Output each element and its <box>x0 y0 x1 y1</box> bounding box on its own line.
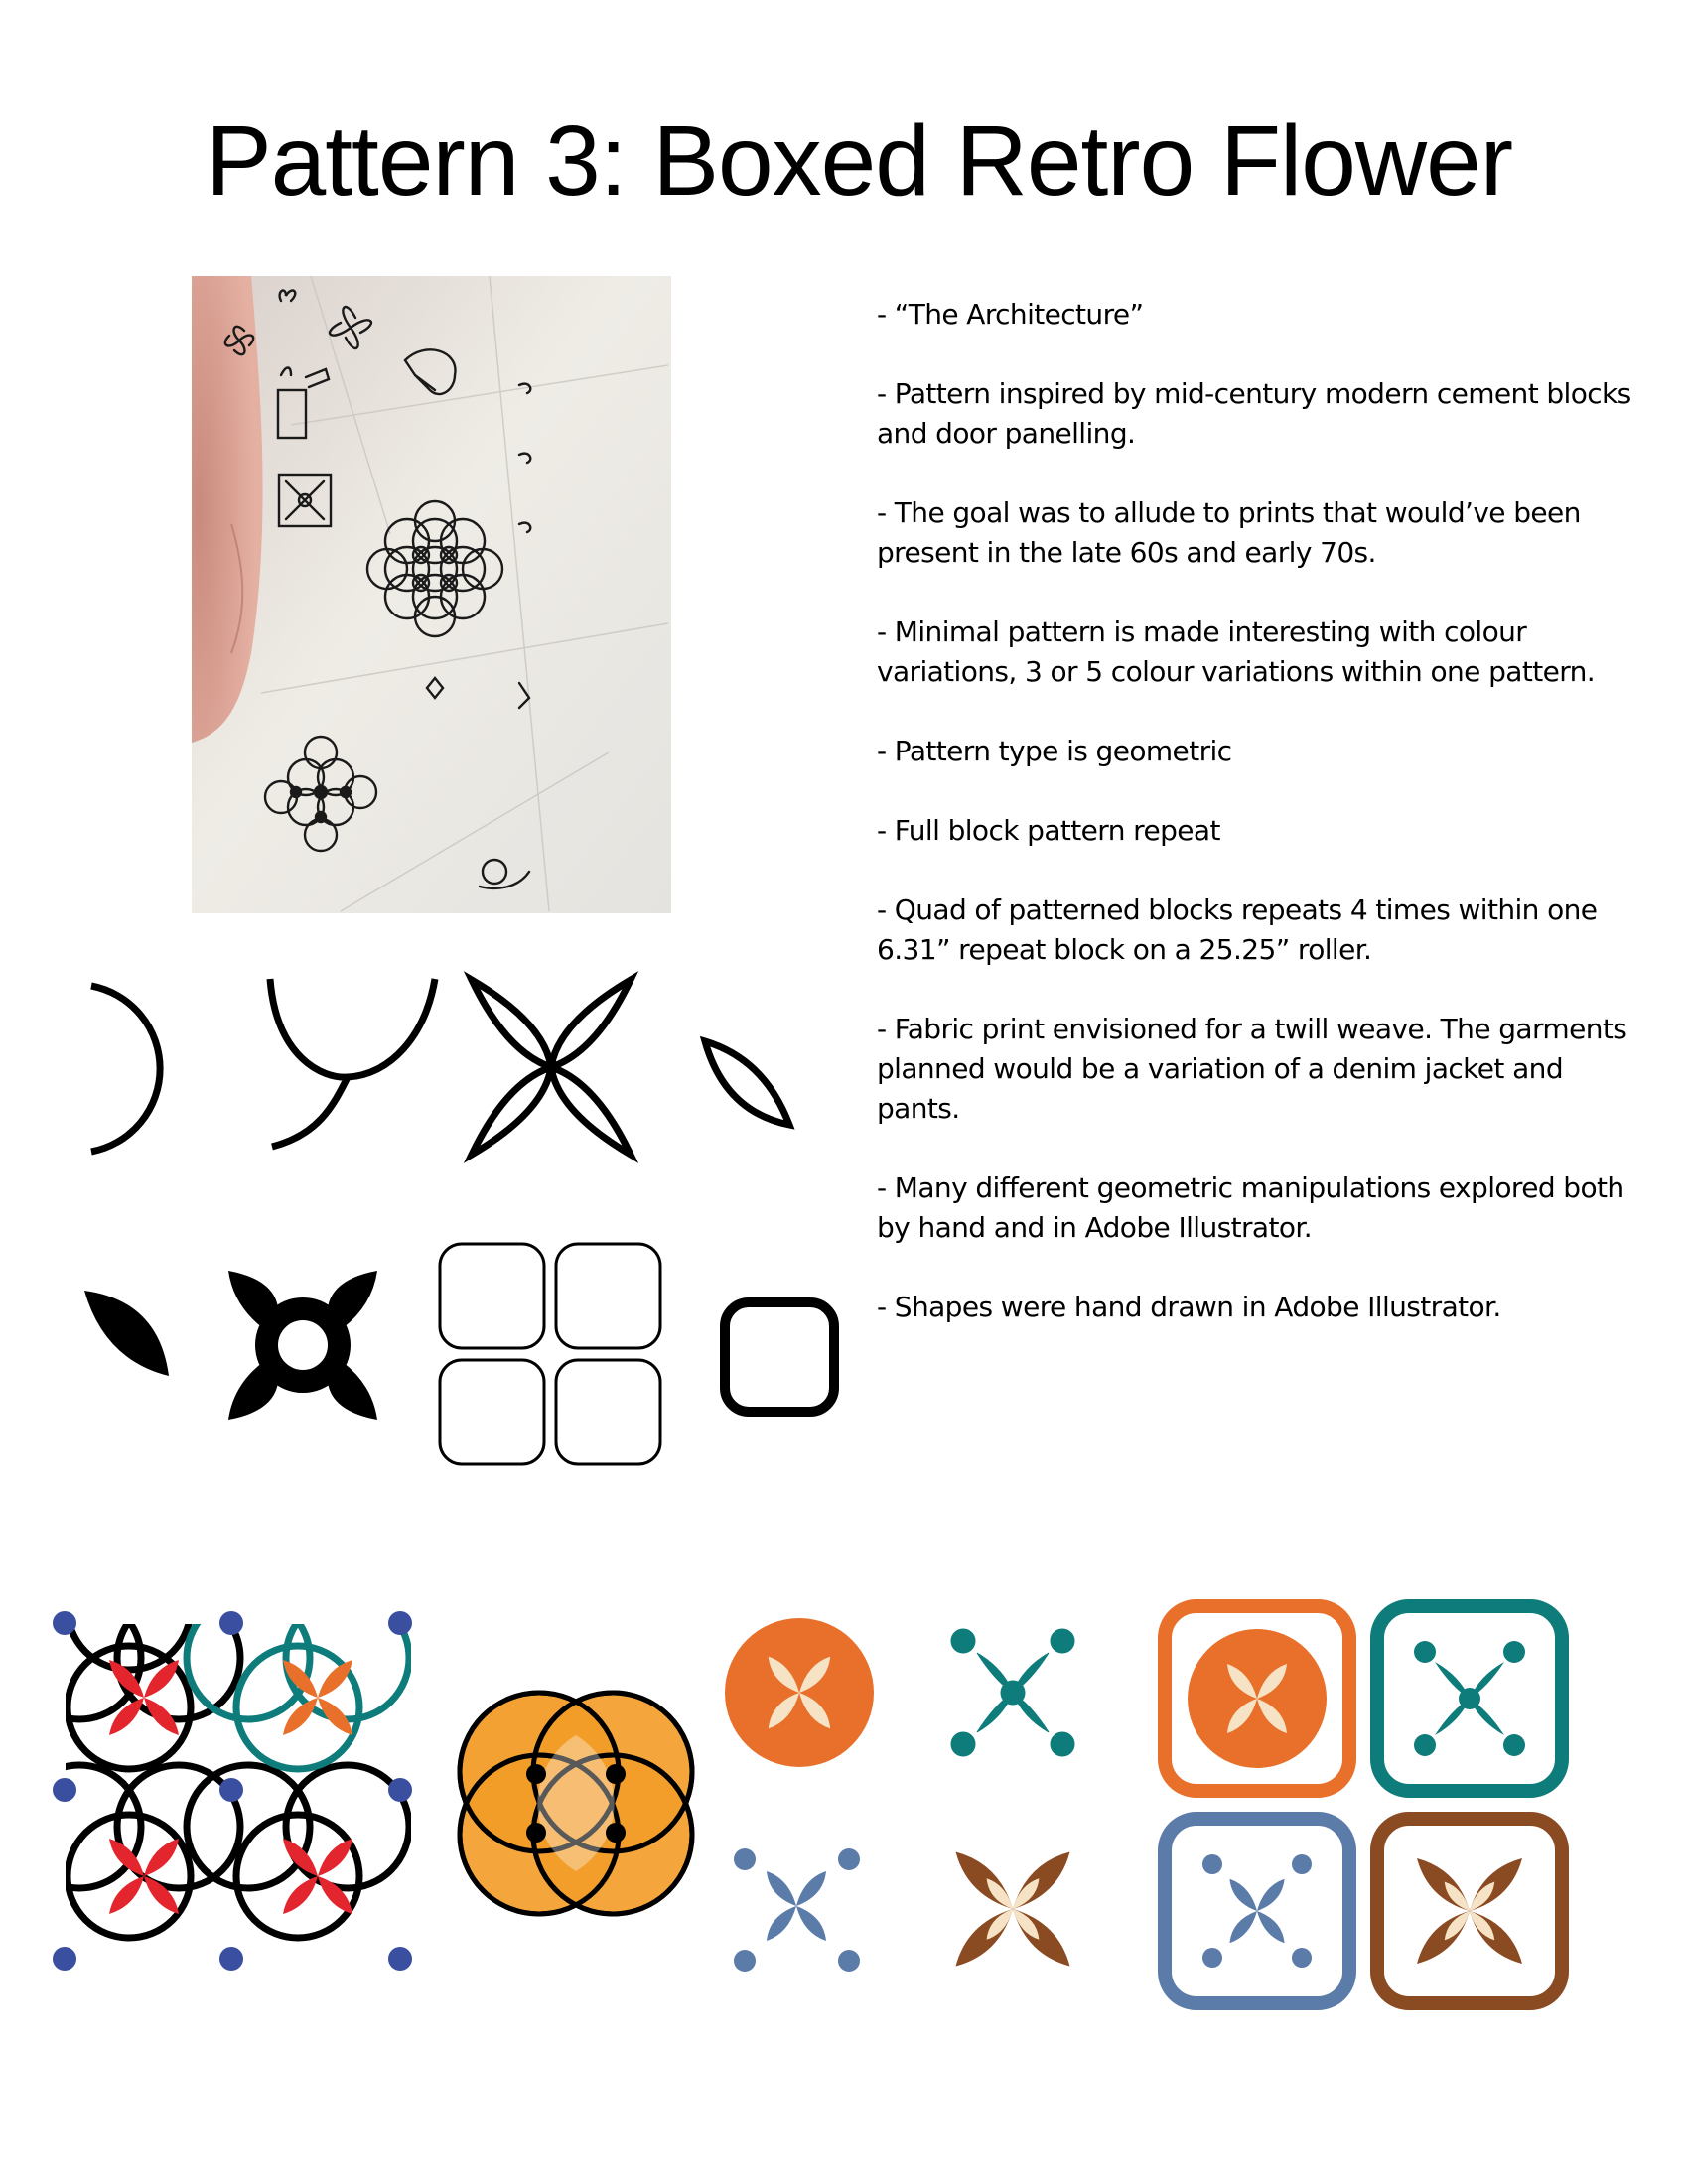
note-item: - The goal was to allude to prints that would’ve been present in the late 60s and early 70s. <box>877 496 1581 569</box>
note-item: - “The Architecture” <box>877 298 1144 331</box>
teal-dotted-x-motif <box>951 1629 1074 1756</box>
construction-shapes-row-2 <box>79 1241 854 1479</box>
notes-list <box>877 295 1631 1367</box>
four-petal-outline-shape <box>472 980 631 1155</box>
teal-box-tile <box>1377 1606 1562 1791</box>
note-item: - Pattern inspired by mid-century modern cement blocks and door panelling. <box>877 377 1631 450</box>
note-item: - Full block pattern repeat <box>877 814 1220 847</box>
note-item: - Quad of patterned blocks repeats 4 times within one 6.31” repeat block on a 25.25” roller. <box>877 893 1598 966</box>
note-item: - Minimal pattern is made interesting with colour variations, 3 or 5 colour variations within one pattern. <box>877 615 1596 688</box>
page-title: Pattern 3: Boxed Retro Flower <box>205 105 1513 216</box>
blue-x-motif <box>734 1848 860 1972</box>
brown-box-tile <box>1377 1819 1562 2003</box>
leaf-solid-shape <box>84 1291 169 1376</box>
blue-box-tile <box>1165 1819 1349 2003</box>
bold-rounded-square-shape <box>725 1302 834 1412</box>
quad-rounded-squares-shape <box>440 1244 660 1464</box>
note-item: - Many different geometric manipulations explored both by hand and in Adobe Illustrator. <box>877 1171 1624 1244</box>
leaf-outline-shape <box>705 1041 789 1125</box>
overlapping-circles-motif <box>452 1678 700 1926</box>
note-item: - Pattern type is geometric <box>877 735 1232 767</box>
sketchbook-photo <box>192 276 671 913</box>
note-item: - Shapes were hand drawn in Adobe Illustrator. <box>877 1291 1501 1323</box>
crescent-pair-shape <box>270 979 435 1147</box>
orange-box-tile <box>1165 1606 1349 1791</box>
colored-motifs-grid <box>715 1613 1132 2010</box>
boxed-quad-pattern <box>1157 1598 1584 2015</box>
construction-shapes-row-1 <box>79 968 804 1166</box>
arc-shape <box>91 986 160 1152</box>
circle-lattice-pattern <box>50 1608 427 1985</box>
brown-flower-motif <box>956 1852 1070 1967</box>
orange-circle-flower-motif <box>725 1618 874 1767</box>
ring-with-petals-shape <box>228 1271 377 1420</box>
note-item: - Fabric print envisioned for a twill weave. The garments planned would be a variation of a denim jacket and pants. <box>877 1013 1627 1125</box>
